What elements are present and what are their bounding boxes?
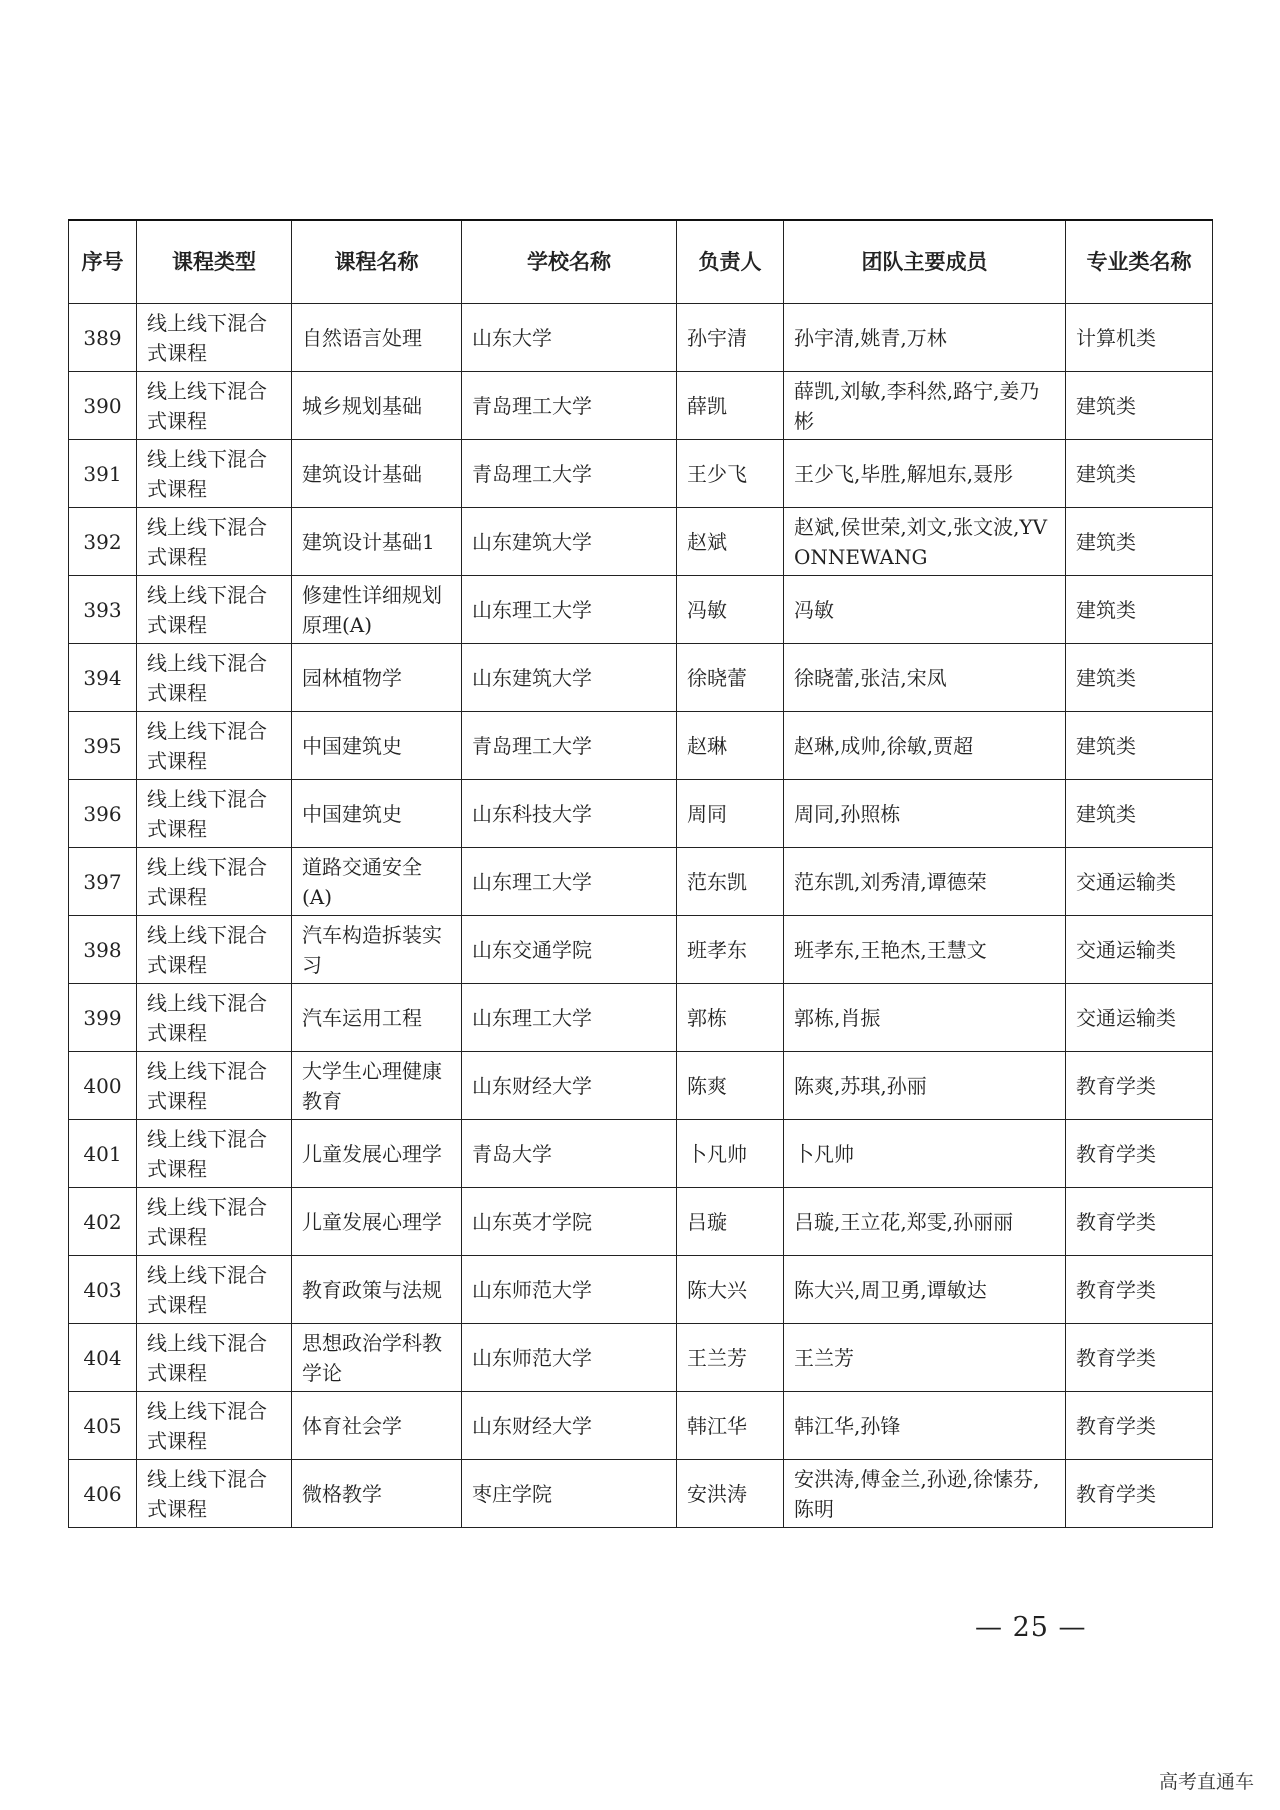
cell-no: 403 (69, 1256, 137, 1324)
cell-school-name: 山东师范大学 (462, 1324, 677, 1392)
cell-major: 教育学类 (1066, 1392, 1213, 1460)
table-header-row (69, 220, 1213, 304)
cell-course-name: 思想政治学科教学论 (292, 1324, 462, 1392)
cell-no: 400 (69, 1052, 137, 1120)
cell-school-name: 山东理工大学 (462, 848, 677, 916)
cell-team: 周同,孙照栋 (784, 780, 1066, 848)
cell-major: 计算机类 (1066, 304, 1213, 372)
cell-course-name: 中国建筑史 (292, 780, 462, 848)
cell-lead: 卜凡帅 (677, 1120, 784, 1188)
header-school-name: 学校名称 (462, 220, 677, 304)
cell-school-name: 山东财经大学 (462, 1392, 677, 1460)
cell-course-name: 儿童发展心理学 (292, 1120, 462, 1188)
cell-course-name: 大学生心理健康教育 (292, 1052, 462, 1120)
cell-team: 冯敏 (784, 576, 1066, 644)
table-row (69, 1052, 1213, 1120)
cell-team: 薛凯,刘敏,李科然,路宁,姜乃彬 (784, 372, 1066, 440)
cell-no: 390 (69, 372, 137, 440)
header-no: 序号 (69, 220, 137, 304)
table-row (69, 508, 1213, 576)
cell-lead: 陈大兴 (677, 1256, 784, 1324)
cell-course-name: 微格教学 (292, 1460, 462, 1528)
cell-team: 陈爽,苏琪,孙丽 (784, 1052, 1066, 1120)
cell-course-type: 线上线下混合式课程 (137, 1256, 292, 1324)
watermark: 高考直通车 (1158, 1771, 1254, 1793)
cell-course-type: 线上线下混合式课程 (137, 304, 292, 372)
cell-course-type: 线上线下混合式课程 (137, 644, 292, 712)
cell-school-name: 山东理工大学 (462, 984, 677, 1052)
cell-no: 396 (69, 780, 137, 848)
cell-course-type: 线上线下混合式课程 (137, 576, 292, 644)
cell-school-name: 青岛大学 (462, 1120, 677, 1188)
cell-no: 395 (69, 712, 137, 780)
table-row (69, 440, 1213, 508)
table-row (69, 780, 1213, 848)
cell-no: 406 (69, 1460, 137, 1528)
table-row (69, 1256, 1213, 1324)
cell-no: 392 (69, 508, 137, 576)
cell-course-type: 线上线下混合式课程 (137, 916, 292, 984)
cell-course-name: 教育政策与法规 (292, 1256, 462, 1324)
table-row (69, 576, 1213, 644)
cell-lead: 冯敏 (677, 576, 784, 644)
cell-course-name: 自然语言处理 (292, 304, 462, 372)
cell-no: 394 (69, 644, 137, 712)
cell-major: 教育学类 (1066, 1256, 1213, 1324)
cell-team: 陈大兴,周卫勇,谭敏达 (784, 1256, 1066, 1324)
cell-team: 赵琳,成帅,徐敏,贾超 (784, 712, 1066, 780)
cell-course-type: 线上线下混合式课程 (137, 440, 292, 508)
cell-lead: 韩江华 (677, 1392, 784, 1460)
cell-school-name: 青岛理工大学 (462, 440, 677, 508)
cell-course-name: 中国建筑史 (292, 712, 462, 780)
cell-school-name: 青岛理工大学 (462, 712, 677, 780)
cell-course-name: 修建性详细规划原理(A) (292, 576, 462, 644)
cell-team: 卜凡帅 (784, 1120, 1066, 1188)
cell-major: 建筑类 (1066, 372, 1213, 440)
cell-course-type: 线上线下混合式课程 (137, 848, 292, 916)
cell-lead: 周同 (677, 780, 784, 848)
cell-lead: 陈爽 (677, 1052, 784, 1120)
cell-course-type: 线上线下混合式课程 (137, 1324, 292, 1392)
cell-major: 交通运输类 (1066, 984, 1213, 1052)
header-course-type: 课程类型 (137, 220, 292, 304)
cell-course-type: 线上线下混合式课程 (137, 1188, 292, 1256)
cell-major: 教育学类 (1066, 1460, 1213, 1528)
cell-school-name: 山东师范大学 (462, 1256, 677, 1324)
cell-course-type: 线上线下混合式课程 (137, 1052, 292, 1120)
cell-lead: 安洪涛 (677, 1460, 784, 1528)
cell-no: 401 (69, 1120, 137, 1188)
cell-lead: 孙宇清 (677, 304, 784, 372)
cell-course-name: 城乡规划基础 (292, 372, 462, 440)
cell-lead: 薛凯 (677, 372, 784, 440)
cell-course-type: 线上线下混合式课程 (137, 372, 292, 440)
cell-course-type: 线上线下混合式课程 (137, 508, 292, 576)
cell-major: 建筑类 (1066, 644, 1213, 712)
table-row (69, 1460, 1213, 1528)
cell-no: 402 (69, 1188, 137, 1256)
cell-course-name: 体育社会学 (292, 1392, 462, 1460)
cell-major: 建筑类 (1066, 712, 1213, 780)
cell-no: 391 (69, 440, 137, 508)
page-number: — 25 — (975, 1612, 1087, 1643)
cell-lead: 赵琳 (677, 712, 784, 780)
table-body (69, 304, 1213, 1528)
cell-course-type: 线上线下混合式课程 (137, 780, 292, 848)
cell-team: 郭栋,肖振 (784, 984, 1066, 1052)
cell-major: 建筑类 (1066, 576, 1213, 644)
cell-school-name: 山东大学 (462, 304, 677, 372)
cell-school-name: 山东建筑大学 (462, 644, 677, 712)
cell-course-name: 汽车运用工程 (292, 984, 462, 1052)
cell-lead: 王兰芳 (677, 1324, 784, 1392)
cell-team: 王兰芳 (784, 1324, 1066, 1392)
header-team: 团队主要成员 (784, 220, 1066, 304)
table-row (69, 712, 1213, 780)
cell-major: 教育学类 (1066, 1052, 1213, 1120)
cell-school-name: 山东交通学院 (462, 916, 677, 984)
cell-course-type: 线上线下混合式课程 (137, 984, 292, 1052)
cell-lead: 赵斌 (677, 508, 784, 576)
cell-course-type: 线上线下混合式课程 (137, 1460, 292, 1528)
header-major: 专业类名称 (1066, 220, 1213, 304)
cell-lead: 郭栋 (677, 984, 784, 1052)
cell-no: 405 (69, 1392, 137, 1460)
cell-team: 徐晓蕾,张洁,宋凤 (784, 644, 1066, 712)
cell-lead: 范东凯 (677, 848, 784, 916)
table-row (69, 1392, 1213, 1460)
cell-no: 397 (69, 848, 137, 916)
cell-no: 399 (69, 984, 137, 1052)
table-row (69, 1120, 1213, 1188)
cell-major: 教育学类 (1066, 1324, 1213, 1392)
cell-course-name: 儿童发展心理学 (292, 1188, 462, 1256)
cell-major: 教育学类 (1066, 1120, 1213, 1188)
cell-course-name: 园林植物学 (292, 644, 462, 712)
cell-lead: 徐晓蕾 (677, 644, 784, 712)
course-table (68, 219, 1213, 1528)
cell-major: 建筑类 (1066, 440, 1213, 508)
cell-lead: 班孝东 (677, 916, 784, 984)
cell-team: 王少飞,毕胜,解旭东,聂彤 (784, 440, 1066, 508)
cell-major: 建筑类 (1066, 780, 1213, 848)
cell-major: 建筑类 (1066, 508, 1213, 576)
cell-team: 班孝东,王艳杰,王慧文 (784, 916, 1066, 984)
cell-course-name: 建筑设计基础1 (292, 508, 462, 576)
cell-major: 交通运输类 (1066, 848, 1213, 916)
table-row (69, 848, 1213, 916)
cell-course-type: 线上线下混合式课程 (137, 1392, 292, 1460)
cell-team: 范东凯,刘秀清,谭德荣 (784, 848, 1066, 916)
cell-school-name: 枣庄学院 (462, 1460, 677, 1528)
cell-lead: 王少飞 (677, 440, 784, 508)
cell-course-type: 线上线下混合式课程 (137, 1120, 292, 1188)
cell-school-name: 山东科技大学 (462, 780, 677, 848)
cell-no: 393 (69, 576, 137, 644)
header-lead: 负责人 (677, 220, 784, 304)
cell-no: 389 (69, 304, 137, 372)
cell-no: 404 (69, 1324, 137, 1392)
cell-course-name: 汽车构造拆装实习 (292, 916, 462, 984)
cell-school-name: 青岛理工大学 (462, 372, 677, 440)
cell-course-name: 建筑设计基础 (292, 440, 462, 508)
cell-school-name: 山东理工大学 (462, 576, 677, 644)
cell-major: 交通运输类 (1066, 916, 1213, 984)
cell-course-type: 线上线下混合式课程 (137, 712, 292, 780)
table-row (69, 1188, 1213, 1256)
cell-team: 孙宇清,姚青,万林 (784, 304, 1066, 372)
cell-major: 教育学类 (1066, 1188, 1213, 1256)
cell-school-name: 山东英才学院 (462, 1188, 677, 1256)
cell-no: 398 (69, 916, 137, 984)
table-row (69, 644, 1213, 712)
cell-school-name: 山东财经大学 (462, 1052, 677, 1120)
table-row (69, 1324, 1213, 1392)
cell-team: 吕璇,王立花,郑雯,孙丽丽 (784, 1188, 1066, 1256)
cell-lead: 吕璇 (677, 1188, 784, 1256)
cell-team: 韩江华,孙锋 (784, 1392, 1066, 1460)
table-row (69, 304, 1213, 372)
cell-course-name: 道路交通安全(A) (292, 848, 462, 916)
cell-school-name: 山东建筑大学 (462, 508, 677, 576)
table-row (69, 372, 1213, 440)
table-row (69, 916, 1213, 984)
cell-team: 赵斌,侯世荣,刘文,张文波,YVONNEWANG (784, 508, 1066, 576)
table-row (69, 984, 1213, 1052)
cell-team: 安洪涛,傅金兰,孙逊,徐愫芬,陈明 (784, 1460, 1066, 1528)
header-course-name: 课程名称 (292, 220, 462, 304)
